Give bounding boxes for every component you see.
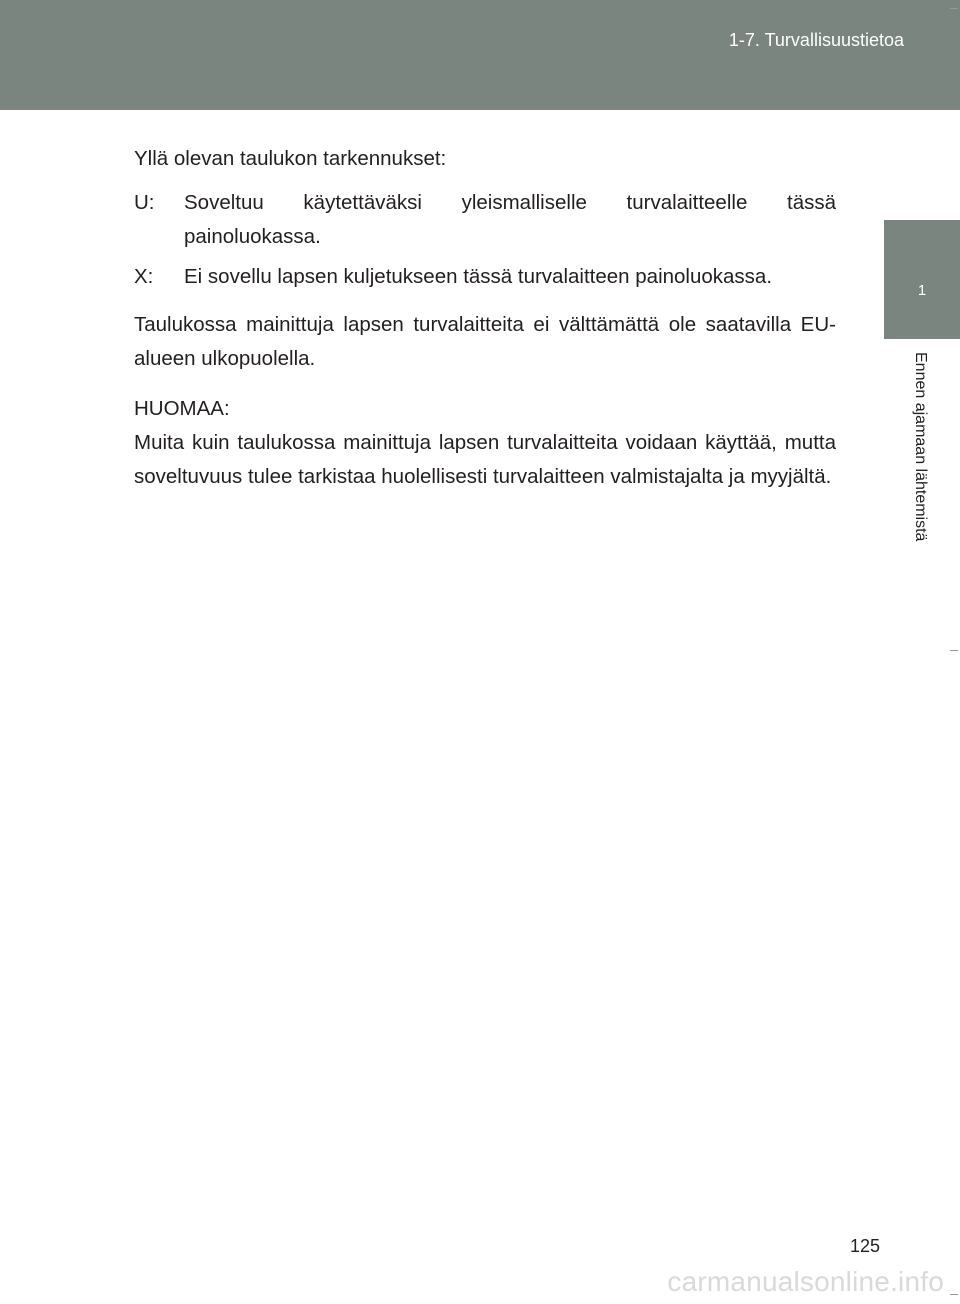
chapter-title: Ennen ajamaan lähtemistä bbox=[912, 352, 929, 542]
watermark: carmanualsonline.info bbox=[667, 1266, 944, 1297]
definition-item bbox=[134, 186, 836, 254]
header-band bbox=[0, 0, 960, 110]
definition-term: U: bbox=[134, 191, 155, 214]
crop-mark bbox=[950, 8, 958, 9]
chapter-tab bbox=[884, 220, 960, 339]
availability-note: Taulukossa mainittuja lapsen turvalaitteita ei välttämättä ole saatavilla EU-alueen ulkopuolella. bbox=[134, 313, 836, 370]
definition-item bbox=[134, 260, 836, 294]
note-text: Muita kuin taulukossa mainittuja lapsen turvalaitteita voidaan käyttää, mutta soveltuvuus tulee tarkistaa huolellisesti turvalaitteen valmistajalta ja myyjältä. bbox=[134, 431, 836, 488]
crop-mark bbox=[950, 650, 958, 651]
note-heading: HUOMAA: bbox=[134, 397, 230, 420]
section-title: 1-7. Turvallisuustietoa bbox=[728, 30, 904, 50]
intro-text: Yllä olevan taulukon tarkennukset: bbox=[134, 147, 447, 170]
crop-mark bbox=[950, 1294, 958, 1295]
definition-text: Soveltuu käytettäväksi yleismalliselle turvalaitteelle tässä painoluokassa. bbox=[184, 191, 836, 248]
page-content bbox=[134, 142, 836, 494]
definition-text: Ei sovellu lapsen kuljetukseen tässä turvalaitteen painoluokassa. bbox=[184, 265, 773, 288]
definition-term: X: bbox=[134, 265, 154, 288]
page-number: 125 bbox=[849, 1236, 880, 1256]
chapter-number: 1 bbox=[917, 282, 927, 299]
